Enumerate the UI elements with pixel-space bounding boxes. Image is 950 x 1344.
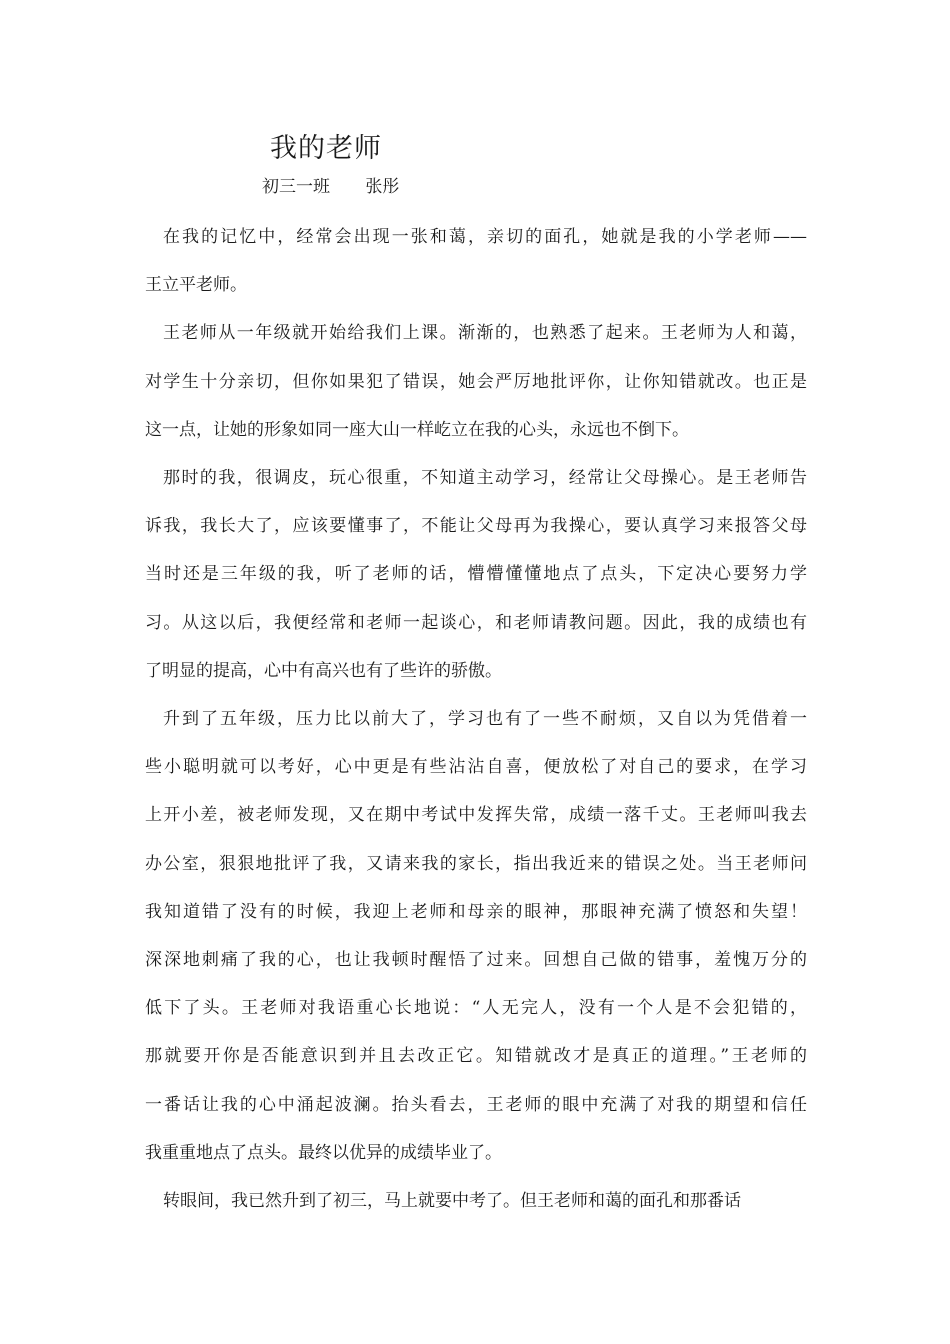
paragraph: [145, 309, 807, 454]
text-line: 在我的记忆中，经常会出现一张和蔼，亲切的面孔，她就是我的小学老师——: [163, 227, 807, 247]
text-line: 习。从这以后，我便经常和老师一起谈心，和老师请教问题。因此，我的成绩也有: [145, 612, 807, 633]
paragraph: [145, 1177, 807, 1225]
essay-title: 我的老师: [270, 133, 382, 164]
paragraph: [145, 213, 807, 309]
text-line: 上开小差，被老师发现，又在期中考试中发挥失常，成绩一落千丈。王老师叫我去: [145, 805, 807, 826]
text-line: 那时的我，很调皮，玩心很重，不知道主动学习，经常让父母操心。是王老师告: [163, 468, 807, 489]
paragraph: [145, 454, 807, 695]
text-line: 转眼间，我已然升到了初三，马上就要中考了。但王老师和蔼的面孔和那番话: [163, 1191, 741, 1212]
byline: [262, 175, 399, 199]
text-line: 对学生十分亲切，但你如果犯了错误，她会严厉地批评你，让你知错就改。也正是: [145, 371, 807, 392]
class-name: 初三一班: [262, 177, 330, 197]
essay-body: [145, 213, 807, 1225]
text-line: 当时还是三年级的我，听了老师的话，懵懵懂懂地点了点头，下定决心要努力学: [145, 564, 807, 585]
text-line: 升到了五年级，压力比以前大了，学习也有了一些不耐烦，又自以为凭借着一: [163, 709, 807, 730]
text-line: 这一点，让她的形象如同一座大山一样屹立在我的心头，永远也不倒下。: [145, 419, 689, 440]
text-line: 一番话让我的心中涌起波澜。抬头看去，王老师的眼中充满了对我的期望和信任: [145, 1094, 807, 1115]
text-line: 我重重地点了点头。最终以优异的成绩毕业了。: [145, 1142, 502, 1163]
text-line: 深深地刺痛了我的心，也让我顿时醒悟了过来。回想自己做的错事，羞愧万分的: [145, 950, 807, 971]
text-line: 王老师从一年级就开始给我们上课。渐渐的，也熟悉了起来。王老师为人和蔼，: [163, 323, 807, 344]
text-line: 那就要开你是否能意识到并且去改正它。知错就改才是真正的道理。”王老师的: [145, 1046, 807, 1067]
text-line: 诉我，我长大了，应该要懂事了，不能让父母再为我操心，要认真学习来报答父母: [145, 516, 807, 537]
text-line: 些小聪明就可以考好，心中更是有些沾沾自喜，便放松了对自己的要求，在学习: [145, 757, 807, 778]
text-line: 了明显的提高，心中有高兴也有了些许的骄傲。: [145, 660, 502, 681]
text-line: 王立平老师。: [145, 275, 247, 296]
text-line: 我知道错了没有的时候，我迎上老师和母亲的眼神，那眼神充满了愤怒和失望！: [145, 901, 807, 922]
author-name: 张彤: [365, 177, 400, 197]
text-line: 办公室，狠狠地批评了我，又请来我的家长，指出我近来的错误之处。当王老师问: [145, 853, 807, 874]
text-line: 低下了头。王老师对我语重心长地说：“人无完人，没有一个人是不会犯错的，: [145, 998, 807, 1019]
paragraph: [145, 695, 807, 1177]
